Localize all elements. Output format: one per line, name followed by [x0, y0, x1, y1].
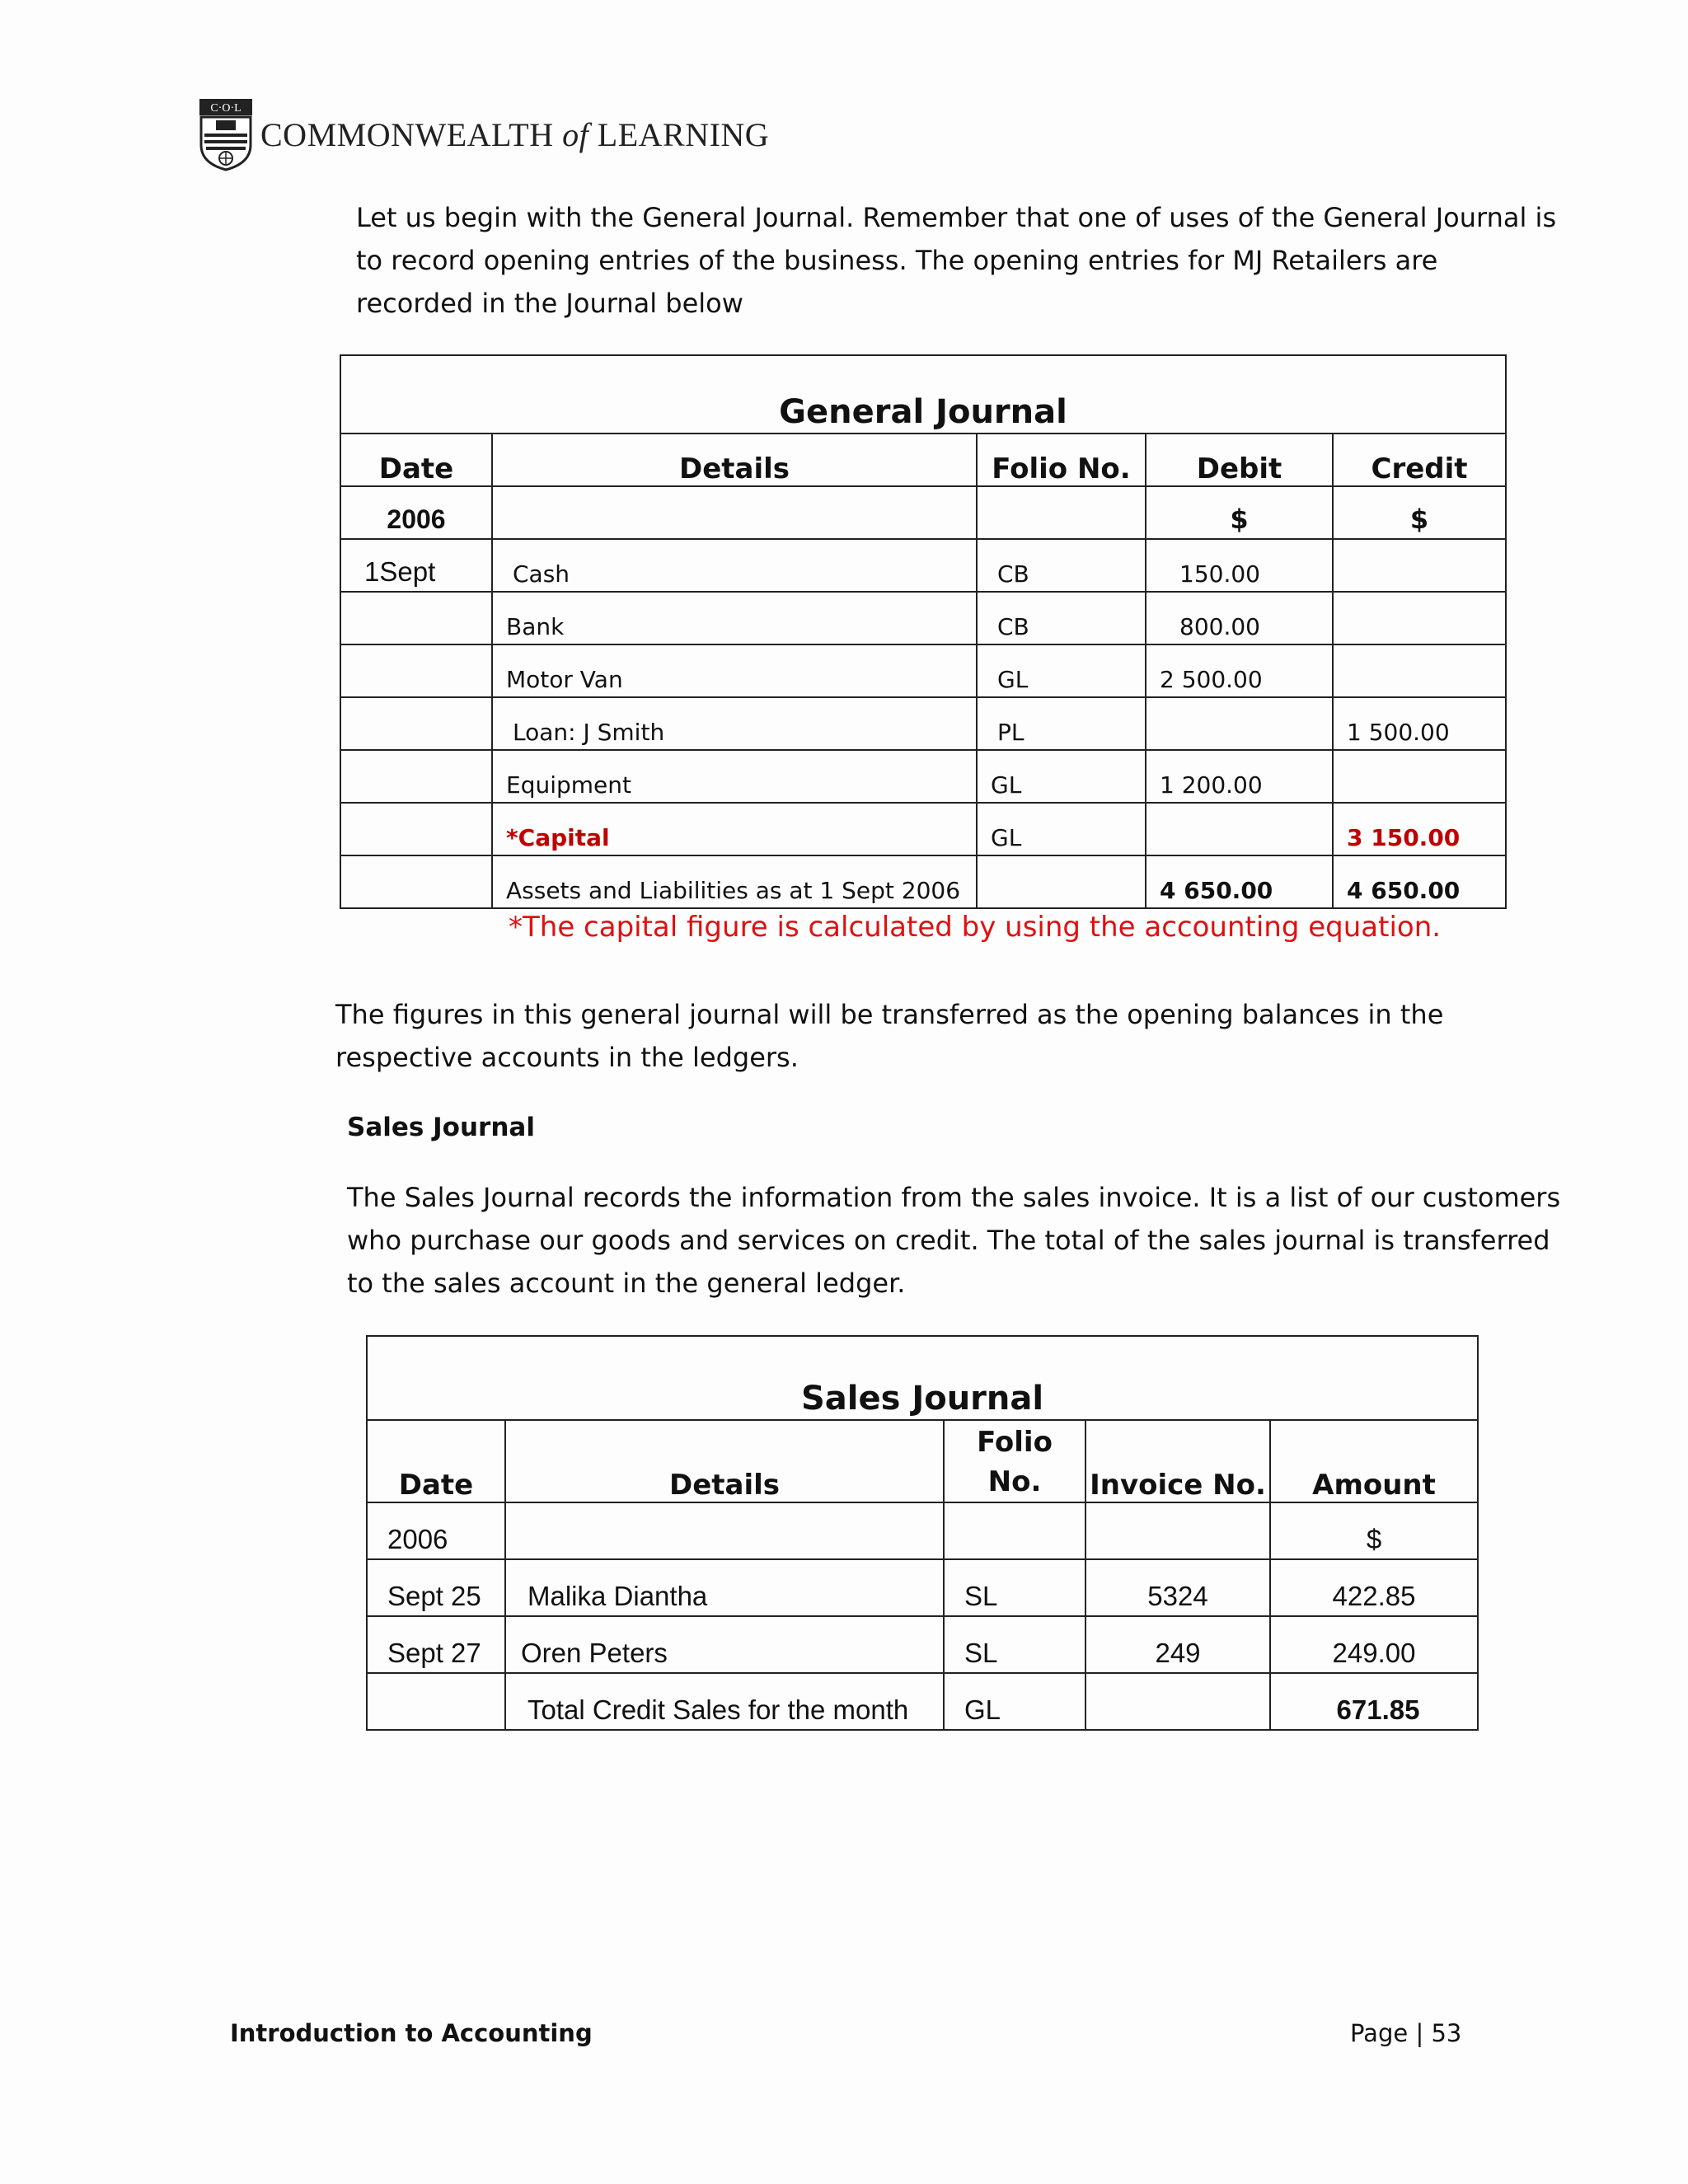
footer-title: Introduction to Accounting: [230, 2019, 593, 2047]
sj-header-folio: Folio No.: [944, 1420, 1085, 1502]
sj-header-invoice: Invoice No.: [1085, 1420, 1270, 1502]
general-journal-table: [340, 354, 1507, 909]
table-row: Motor Van GL 2 500.00: [340, 644, 1506, 697]
sj-header-amount: Amount: [1270, 1420, 1478, 1502]
gj-total-credit: 4 650.00: [1333, 855, 1506, 908]
gj-header-debit: Debit: [1146, 434, 1333, 486]
table-row: Loan: J Smith PL 1 500.00: [340, 697, 1506, 750]
table-row: Equipment GL 1 200.00: [340, 750, 1506, 803]
gj-header-date: Date: [340, 434, 492, 486]
transfer-paragraph: The figures in this general journal will be transferred as the opening balances in the respective accounts in the ledgers.: [335, 999, 1444, 1073]
capital-label: *Capital: [492, 803, 977, 855]
header-logo: [198, 97, 769, 171]
sj-year: 2006: [367, 1502, 505, 1559]
gj-year: 2006: [340, 486, 492, 539]
sales-paragraph: The Sales Journal records the information from the sales invoice. It is a list of our customers who purchase our goods and services on credit. The total of the sales journal is transferred to the sales account in the general ledger.: [347, 1182, 1561, 1299]
table-row: Total Credit Sales for the month GL 671.85: [367, 1673, 1478, 1730]
page-number: Page | 53: [1350, 2019, 1462, 2047]
sales-journal-title: Sales Journal: [367, 1336, 1478, 1420]
gj-header-folio: Folio No.: [977, 434, 1146, 486]
gj-header-credit: Credit: [1333, 434, 1506, 486]
general-journal-title: General Journal: [340, 355, 1506, 434]
gj-credit-currency: $: [1333, 486, 1506, 539]
col-crest-icon: [198, 97, 254, 171]
gj-header-details: Details: [492, 434, 977, 486]
svg-text:C·O·L: C·O·L: [210, 102, 241, 115]
sj-year-row: [367, 1502, 1478, 1559]
sales-journal-table: [366, 1335, 1479, 1731]
table-row: 1Sept Cash CB 150.00: [340, 539, 1506, 592]
capital-credit: 3 150.00: [1333, 803, 1506, 855]
table-row: Sept 27 Oren Peters SL 249 249.00: [367, 1616, 1478, 1673]
logo-wordmark: COMMONWEALTH of LEARNING: [260, 115, 770, 153]
gj-total-debit: 4 650.00: [1146, 855, 1333, 908]
gj-debit-currency: $: [1146, 486, 1333, 539]
table-row: Bank CB 800.00: [340, 592, 1506, 644]
gj-year-row: [340, 486, 1506, 539]
capital-note: *The capital figure is calculated by using the accounting equation.: [509, 911, 1442, 944]
sj-header-date: Date: [367, 1420, 505, 1502]
sj-total-amount: 671.85: [1270, 1673, 1478, 1730]
sales-journal-heading: Sales Journal: [347, 1113, 535, 1142]
sj-currency: $: [1270, 1502, 1478, 1559]
intro-paragraph: Let us begin with the General Journal. Remember that one of uses of the General Journal is to record opening entries of the business. The opening entries for MJ Retailers are recorded in the Journal below: [356, 202, 1557, 319]
table-row: Assets and Liabilities as at 1 Sept 2006 4 650.00 4 650.00: [340, 855, 1506, 908]
table-row: Sept 25 Malika Diantha SL 5324 422.85: [367, 1559, 1478, 1616]
sj-header-details: Details: [505, 1420, 944, 1502]
table-row: *Capital GL 3 150.00: [340, 803, 1506, 855]
